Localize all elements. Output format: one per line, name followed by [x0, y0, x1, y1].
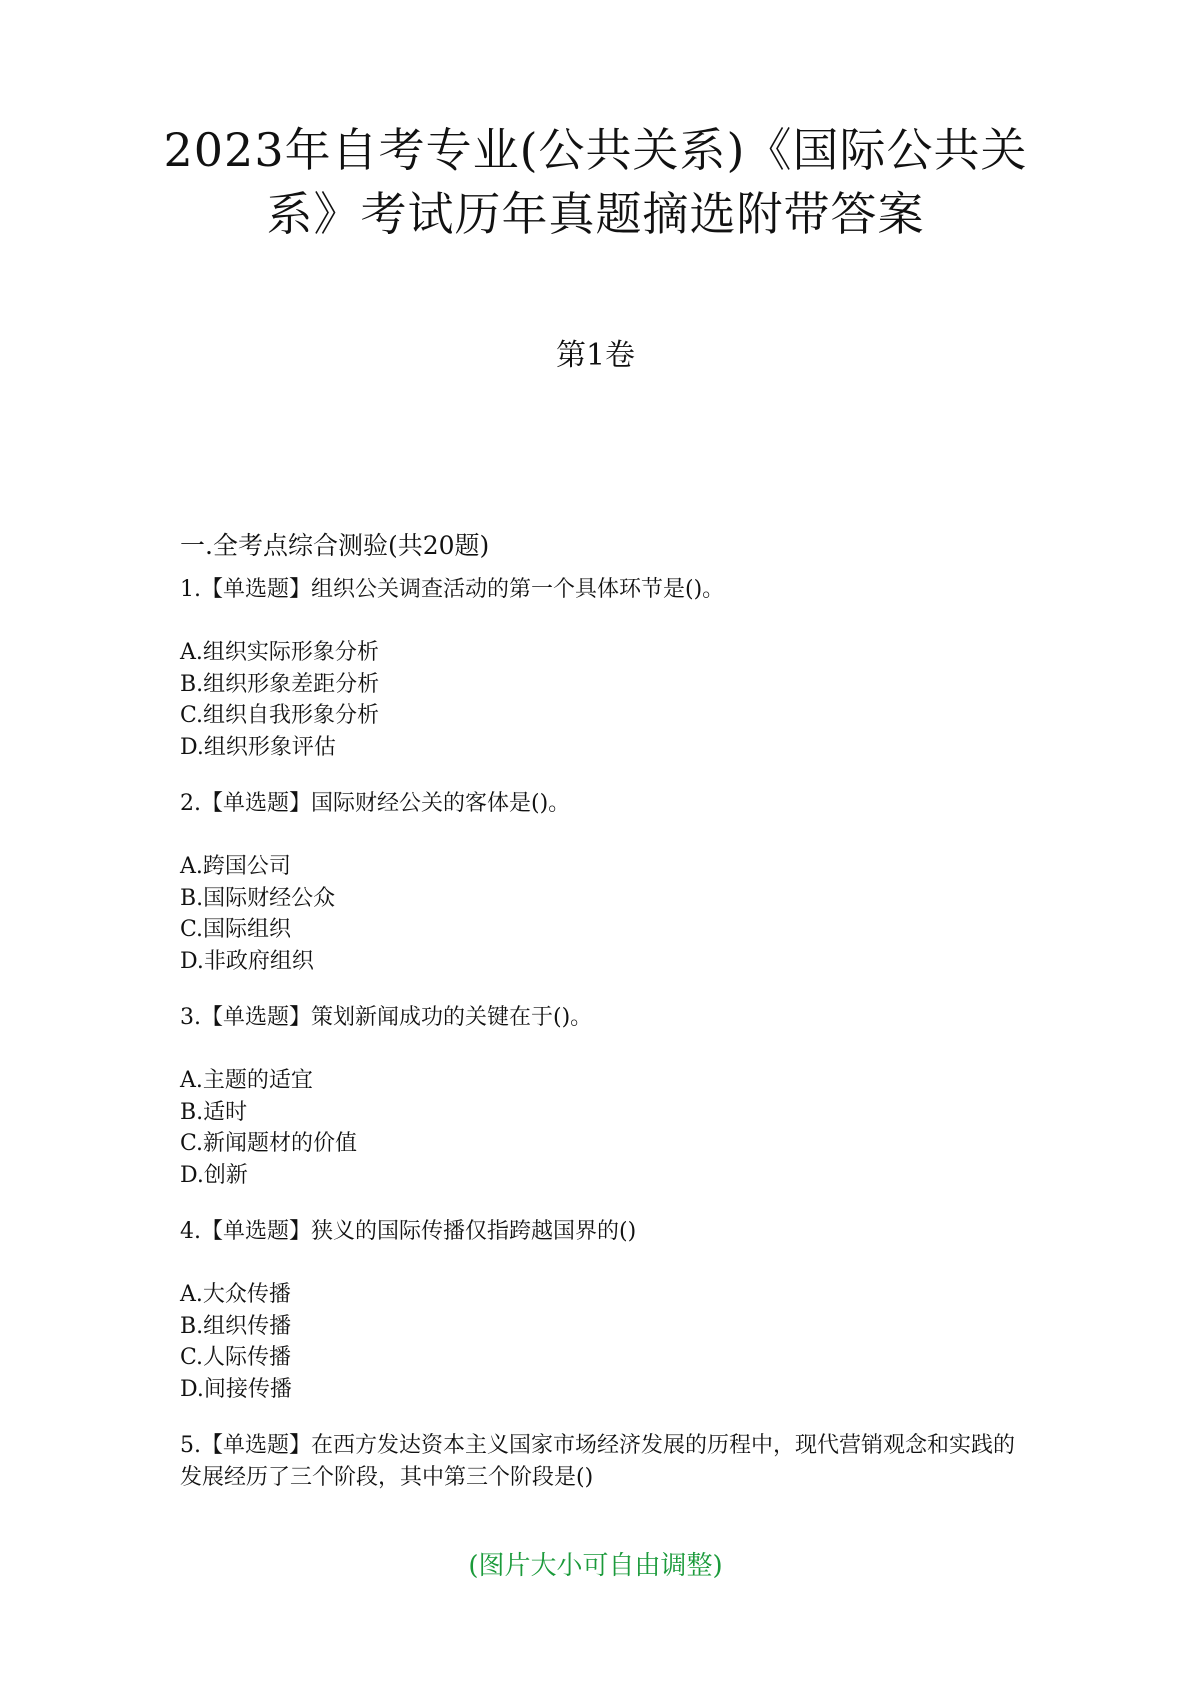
option-d: D.组织形象评估 — [180, 734, 336, 760]
exam-content — [180, 528, 1020, 1525]
option-c: C.国际组织 — [180, 917, 292, 942]
question-stem: 4.【单选题】狭义的国际传播仅指跨越国界的() — [180, 1219, 637, 1244]
question-2 — [180, 788, 1020, 977]
option-a: A.跨国公司 — [180, 854, 291, 879]
question-stem: 2.【单选题】国际财经公关的客体是()。 — [180, 791, 571, 816]
option-b: B.组织形象差距分析 — [180, 671, 380, 697]
question-5 — [180, 1430, 1020, 1494]
option-d: D.非政府组织 — [180, 948, 314, 974]
option-b: B.适时 — [180, 1099, 248, 1125]
option-d: D.间接传播 — [180, 1376, 292, 1402]
question-stem: 3.【单选题】策划新闻成功的关键在于()。 — [180, 1005, 593, 1030]
volume-label: 第1卷 — [555, 338, 636, 373]
section-heading: 一.全考点综合测验(共20题) — [180, 531, 490, 560]
question-1 — [180, 574, 1020, 763]
option-list — [180, 1065, 1020, 1191]
option-a: A.组织实际形象分析 — [180, 640, 379, 665]
document-title: 2023年自考专业(公共关系)《国际公共关系》考试历年真题摘选附带答案 — [163, 123, 1028, 241]
option-c: C.人际传播 — [180, 1345, 292, 1370]
option-c: C.组织自我形象分析 — [180, 703, 380, 728]
option-c: C.新闻题材的价值 — [180, 1131, 358, 1156]
footer-note: (图片大小可自由调整) — [468, 1551, 723, 1581]
option-d: D.创新 — [180, 1162, 248, 1188]
option-a: A.大众传播 — [180, 1282, 291, 1307]
option-list — [180, 851, 1020, 977]
question-4 — [180, 1216, 1020, 1405]
option-list — [180, 1279, 1020, 1405]
question-stem: 1.【单选题】组织公关调查活动的第一个具体环节是()。 — [180, 577, 725, 602]
option-list — [180, 637, 1020, 763]
option-b: B.国际财经公众 — [180, 885, 336, 911]
question-stem: 5.【单选题】在西方发达资本主义国家市场经济发展的历程中，现代营销观念和实践的发展经历了三个阶段，其中第三个阶段是() — [180, 1433, 1015, 1490]
question-3 — [180, 1002, 1020, 1191]
option-b: B.组织传播 — [180, 1313, 292, 1339]
option-a: A.主题的适宜 — [180, 1068, 313, 1093]
